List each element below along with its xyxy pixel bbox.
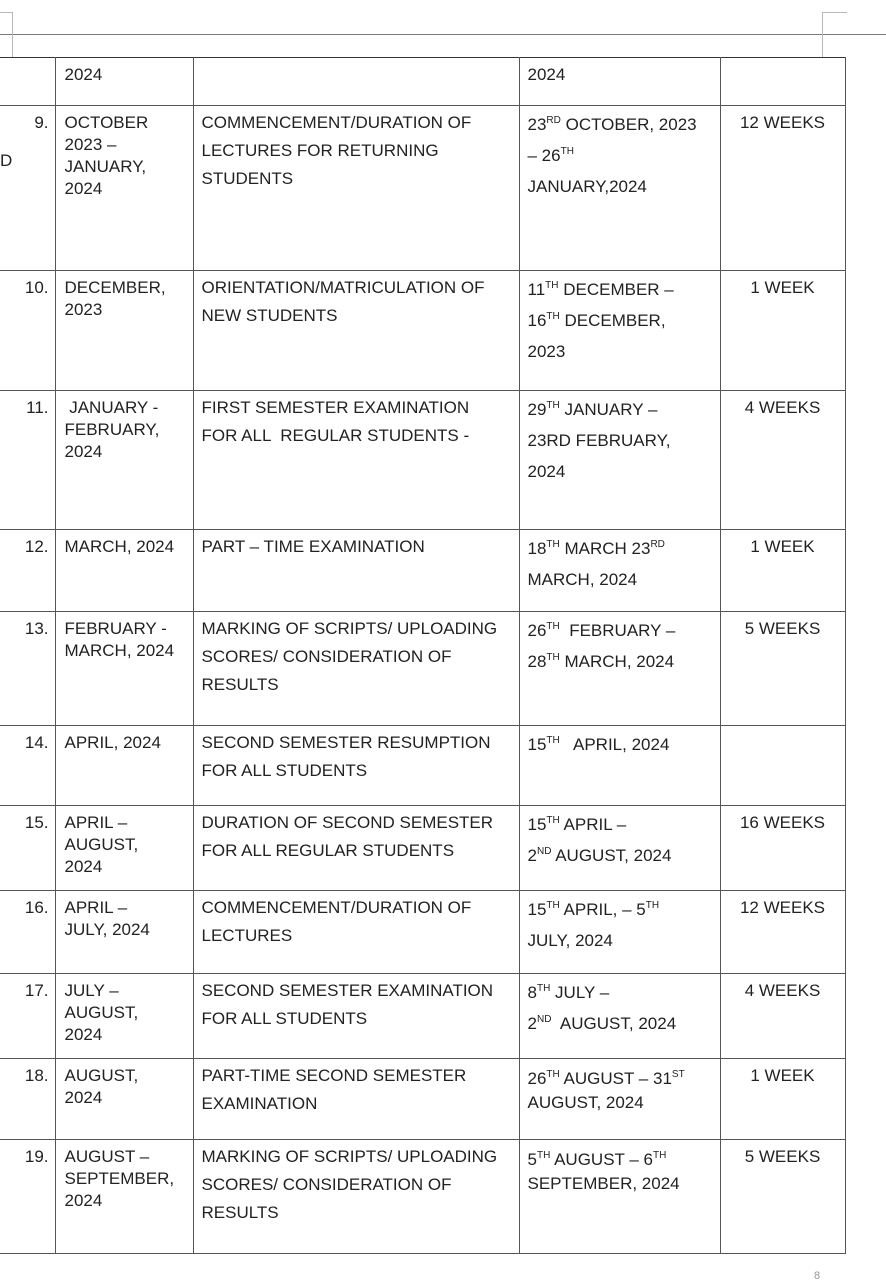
day: 15 — [527, 735, 547, 754]
page-header-rule — [0, 34, 886, 35]
row-number: 14. — [0, 726, 55, 806]
date-cell — [519, 726, 720, 806]
activity-line: RESULTS — [201, 1203, 279, 1222]
day: 26 — [527, 621, 547, 640]
day: 2 — [527, 1013, 537, 1033]
date-line: 2024 — [527, 461, 566, 481]
row-number — [0, 58, 55, 106]
date-line — [528, 614, 716, 649]
duration-cell — [720, 58, 845, 106]
row-number: 15. — [0, 806, 55, 891]
date-line — [528, 1067, 716, 1091]
table-row — [0, 271, 845, 391]
duration-cell: 12 WEEKS — [720, 891, 845, 974]
duration-cell: 16 WEEKS — [720, 806, 845, 891]
period-cell — [55, 891, 193, 974]
duration-cell: 5 WEEKS — [720, 612, 845, 726]
period-cell — [55, 612, 193, 726]
activity-cell — [193, 612, 519, 726]
ordinal-suffix: TH — [546, 539, 560, 550]
activity-line: SCORES/ CONSIDERATION OF — [201, 1175, 452, 1194]
day: – 26 — [527, 145, 561, 165]
date-cell — [519, 391, 720, 530]
duration-cell: 5 WEEKS — [720, 1140, 845, 1254]
day: 5 — [527, 1150, 537, 1169]
month-text: MARCH 23 — [559, 539, 651, 558]
date-line: 23RD FEBRUARY, — [527, 430, 671, 450]
period-line: APRIL – — [64, 898, 128, 917]
ordinal-suffix: TH — [546, 651, 560, 663]
period-line: FEBRUARY, — [64, 420, 160, 440]
month-text: DECEMBER – — [558, 280, 674, 299]
duration-cell — [720, 726, 845, 806]
table-row — [0, 106, 845, 271]
period-cell: MARCH, 2024 — [55, 530, 193, 612]
period-line: OCTOBER — [64, 113, 149, 132]
ordinal-suffix: TH — [545, 280, 559, 291]
ordinal-suffix: TH — [653, 1150, 667, 1161]
activity-cell — [193, 391, 519, 530]
activity-line: MARKING OF SCRIPTS/ UPLOADING — [201, 619, 498, 638]
activity-line: ORIENTATION/MATRICULATION OF — [201, 278, 485, 297]
period-cell: 2024 — [55, 58, 193, 106]
row-number: 16. — [0, 891, 55, 974]
activity-cell — [193, 1059, 519, 1140]
period-cell — [55, 1140, 193, 1254]
activity-cell — [193, 1140, 519, 1254]
date-cell — [519, 612, 720, 726]
activity-line: MARKING OF SCRIPTS/ UPLOADING — [201, 1147, 498, 1166]
row-number: 19. — [0, 1140, 55, 1254]
duration-cell: 1 WEEK — [720, 271, 845, 391]
date-line — [528, 645, 716, 680]
activity-cell — [193, 106, 519, 271]
date-line — [528, 808, 716, 843]
row-number: 10. — [0, 271, 55, 391]
ordinal-suffix: TH — [536, 1150, 551, 1161]
activity-line: LECTURES — [201, 926, 293, 945]
date-cell — [519, 806, 720, 891]
day: 28 — [527, 651, 547, 671]
duration-cell: 12 WEEKS — [720, 106, 845, 271]
ordinal-suffix: ND — [536, 1013, 552, 1025]
date-line: JULY, 2024 — [527, 930, 613, 950]
activity-line: DURATION OF SECOND SEMESTER — [201, 813, 494, 832]
date-line — [528, 108, 716, 143]
date-line: JANUARY,2024 — [527, 176, 647, 196]
day: 15 — [527, 815, 547, 834]
month-text: DECEMBER, — [559, 310, 666, 330]
ordinal-suffix: TH — [546, 1069, 560, 1080]
date-line — [528, 976, 716, 1011]
day: 8 — [527, 983, 537, 1002]
activity-line: LECTURES FOR RETURNING — [201, 141, 439, 160]
activity-line: SCORES/ CONSIDERATION OF — [201, 647, 452, 666]
month-text: FEBRUARY – — [559, 621, 676, 640]
month-text: AUGUST, 2024 — [551, 1013, 677, 1033]
crop-mark-right — [822, 12, 847, 58]
row-number: 17. — [0, 974, 55, 1059]
cut-off-margin-text: D — [0, 151, 13, 170]
month-text: OCTOBER, 2023 — [560, 115, 697, 134]
activity-line: EXAMINATION — [201, 1094, 318, 1113]
date-cell — [519, 1140, 720, 1254]
month-text: MARCH, 2024 — [559, 651, 675, 671]
row-number: 9. — [0, 106, 55, 271]
table-row — [0, 612, 845, 726]
activity-line: FOR ALL REGULAR STUDENTS - — [201, 426, 470, 445]
period-line: AUGUST, — [64, 1003, 139, 1023]
ordinal-suffix: TH — [536, 983, 551, 994]
day: 29 — [527, 400, 547, 419]
activity-line: SECOND SEMESTER RESUMPTION — [201, 733, 491, 752]
period-line: SEPTEMBER, — [64, 1169, 175, 1189]
period-line: JANUARY - — [64, 398, 159, 417]
ordinal-suffix: TH — [546, 621, 560, 632]
period-cell — [55, 1059, 193, 1140]
activity-cell — [193, 974, 519, 1059]
activity-line: COMMENCEMENT/DURATION OF — [201, 113, 472, 132]
date-line — [528, 304, 716, 339]
table-row — [0, 726, 845, 806]
activity-line: NEW STUDENTS — [201, 306, 338, 325]
ordinal-suffix: ND — [536, 845, 552, 857]
row-number: 11. — [0, 391, 55, 530]
date-line — [528, 1007, 716, 1042]
row-number: 18. — [0, 1059, 55, 1140]
ordinal-suffix: TH — [546, 310, 560, 322]
month-text: APRIL – — [559, 815, 627, 834]
date-line — [528, 532, 716, 567]
period-cell — [55, 271, 193, 391]
date-line — [528, 1148, 716, 1172]
day: 23 — [527, 115, 547, 134]
month-text: AUGUST – 6 — [550, 1150, 653, 1169]
date-line: AUGUST, 2024 — [527, 1092, 644, 1112]
period-line: DECEMBER, — [64, 278, 166, 297]
ordinal-suffix: TH — [645, 900, 660, 911]
activity-line: FIRST SEMESTER EXAMINATION — [201, 398, 470, 417]
date-cell — [519, 106, 720, 271]
period-cell — [55, 806, 193, 891]
month-text: APRIL, 2024 — [559, 735, 670, 754]
activity-line: FOR ALL STUDENTS — [201, 1009, 368, 1028]
activity-line: RESULTS — [201, 675, 279, 694]
date-line — [528, 839, 716, 874]
period-cell — [55, 974, 193, 1059]
date-cell — [519, 891, 720, 974]
day: 2 — [527, 845, 537, 865]
period-line: AUGUST, — [64, 835, 139, 855]
row-number: 13. — [0, 612, 55, 726]
period-line: 2023 — [64, 300, 103, 320]
period-line: FEBRUARY - — [64, 619, 167, 638]
activity-cell — [193, 271, 519, 391]
activity-cell — [193, 58, 519, 106]
table-row — [0, 974, 845, 1059]
period-line: 2023 – — [64, 135, 117, 155]
activity-cell — [193, 806, 519, 891]
day: 15 — [527, 900, 547, 919]
period-line: JULY – — [64, 981, 119, 1000]
period-line: APRIL – — [64, 813, 128, 832]
ordinal-suffix: TH — [560, 145, 574, 157]
ordinal-suffix: RD — [546, 115, 561, 126]
ordinal-suffix: TH — [546, 735, 560, 746]
day: 11 — [527, 280, 546, 299]
period-line: AUGUST – — [64, 1147, 150, 1166]
page-number: 8 — [814, 1270, 821, 1282]
activity-line: COMMENCEMENT/DURATION OF — [201, 898, 472, 917]
ordinal-suffix: ST — [671, 1069, 685, 1080]
period-line: 2024 — [64, 179, 103, 199]
academic-calendar-table — [0, 57, 846, 1254]
period-line: 2024 — [64, 857, 103, 877]
date-line — [528, 393, 716, 428]
activity-line: PART – TIME EXAMINATION — [201, 537, 425, 556]
period-cell: APRIL, 2024 — [55, 726, 193, 806]
period-line: 2024 — [64, 1191, 103, 1211]
activity-line: STUDENTS — [201, 169, 294, 188]
period-cell — [55, 391, 193, 530]
day: 18 — [527, 539, 547, 558]
month-text: AUGUST, 2024 — [551, 845, 672, 865]
period-line: 2024 — [64, 442, 103, 462]
month-text: JULY – — [550, 983, 610, 1002]
month-text: JANUARY – — [559, 400, 658, 419]
ordinal-suffix: TH — [546, 400, 560, 411]
date-line — [528, 728, 716, 763]
date-cell — [519, 974, 720, 1059]
table-row — [0, 1059, 845, 1140]
table-row — [0, 1140, 845, 1254]
date-line — [528, 273, 716, 308]
table-row — [0, 891, 845, 974]
activity-cell — [193, 530, 519, 612]
duration-cell: 1 WEEK — [720, 530, 845, 612]
date-line: MARCH, 2024 — [527, 569, 638, 589]
date-cell — [519, 1059, 720, 1140]
period-line: JULY, 2024 — [64, 920, 150, 940]
activity-cell — [193, 891, 519, 974]
period-line: 2024 — [64, 1088, 103, 1108]
table-row — [0, 806, 845, 891]
date-cell — [519, 271, 720, 391]
month-text: AUGUST – 31 — [559, 1069, 672, 1088]
date-line — [528, 139, 716, 174]
duration-cell: 4 WEEKS — [720, 391, 845, 530]
date-line: 2023 — [527, 341, 566, 361]
table-row — [0, 530, 845, 612]
period-line: 2024 — [64, 1025, 103, 1045]
period-line: AUGUST, — [64, 1066, 139, 1085]
date-cell: 2024 — [519, 58, 720, 106]
date-line: SEPTEMBER, 2024 — [527, 1173, 680, 1193]
crop-mark-left — [0, 12, 13, 58]
date-line — [528, 893, 716, 928]
activity-line: PART-TIME SECOND SEMESTER — [201, 1066, 467, 1085]
period-cell — [55, 106, 193, 271]
ordinal-suffix: RD — [650, 539, 665, 550]
day: 26 — [527, 1069, 547, 1088]
table-row — [0, 391, 845, 530]
activity-cell — [193, 726, 519, 806]
ordinal-suffix: TH — [546, 815, 560, 826]
date-cell — [519, 530, 720, 612]
activity-line: FOR ALL STUDENTS — [201, 761, 368, 780]
activity-line: SECOND SEMESTER EXAMINATION — [201, 981, 494, 1000]
month-text: APRIL, – 5 — [559, 900, 646, 919]
activity-line: FOR ALL REGULAR STUDENTS — [201, 841, 455, 860]
duration-cell: 4 WEEKS — [720, 974, 845, 1059]
period-line: JANUARY, — [64, 157, 147, 177]
ordinal-suffix: TH — [546, 900, 560, 911]
row-number: 12. — [0, 530, 55, 612]
duration-cell: 1 WEEK — [720, 1059, 845, 1140]
day: 16 — [527, 310, 547, 330]
table-row — [0, 58, 845, 106]
period-line: MARCH, 2024 — [64, 641, 175, 661]
